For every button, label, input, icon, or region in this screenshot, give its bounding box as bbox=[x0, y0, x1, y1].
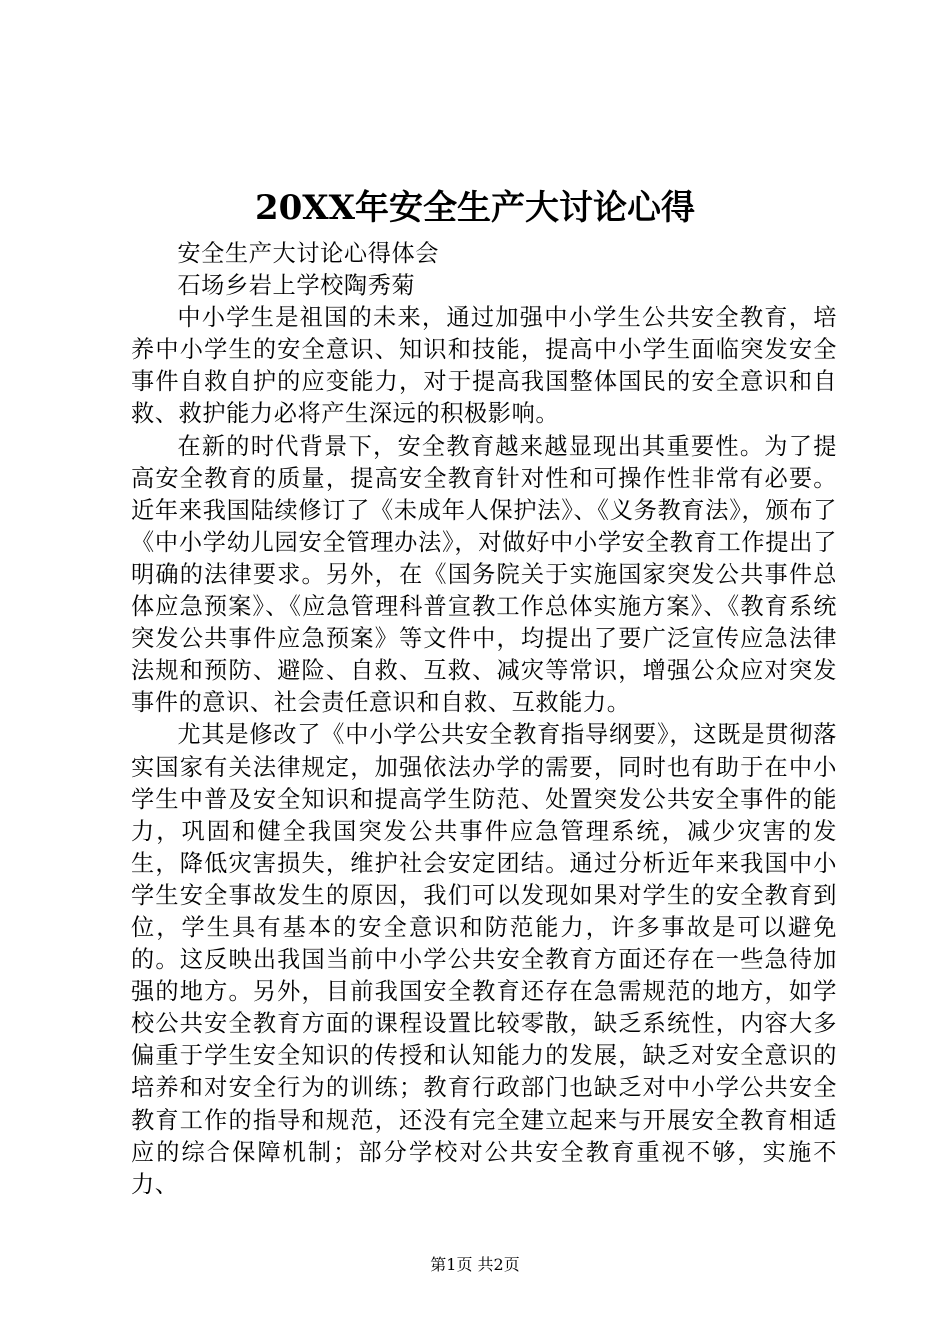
author-paragraph: 石场乡岩上学校陶秀菊 bbox=[177, 272, 416, 300]
subtitle-paragraph: 安全生产大讨论心得体会 bbox=[177, 240, 440, 267]
page-number-footer: 第1页 共2页 bbox=[430, 1255, 520, 1274]
document-title: 20XX年安全生产大讨论心得 bbox=[254, 188, 696, 228]
body-paragraph: 尤其是修改了《中小学公共安全教育指导纲要》，这既是贯彻落实国家有关法律规定，加强依法办学的需要，同时也有助于在中小学生中普及安全知识和提高学生防范、处置突发公共安全事件的能力，巩固和健全我国突发公共事件应急管理系统，减少灾害的发生，降低灾害损失，维护社会安定团结。通过分析近年来我国中小学生安全事故发生的原因，我们可以发现如果对学生的安全教育到位，学生具有基本的安全意识和防范能力，许多事故是可以避免的。这反映出我国当前中小学公共安全教育方面还存在一些急待加强的地方。另外，目前我国安全教育还存在急需规范的地方，如学校公共安全教育方面的课程设置比较零散，缺乏系统性，内容大多偏重于学生安全知识的传授和认知能力的发展，缺乏对安全意识的培养和对安全行为的训练；教育行政部门也缺乏对中小学公共安全教育工作的指导和规范，还没有完全建立起来与开展安全教育相适应的综合保障机制；部分学校对公共安全教育重视不够，实施不力、 bbox=[131, 721, 837, 1198]
body-paragraph: 中小学生是祖国的未来，通过加强中小学生公共安全教育，培养中小学生的安全意识、知识和技能，提高中小学生面临突发安全事件自救自护的应变能力，对于提高我国整体国民的安全意识和自救、救护能力必将产生深远的积极影响。 bbox=[131, 304, 837, 428]
document-body bbox=[131, 238, 837, 1201]
body-paragraph: 在新的时代背景下，安全教育越来越显现出其重要性。为了提高安全教育的质量，提高安全教育针对性和可操作性非常有必要。近年来我国陆续修订了《未成年人保护法》、《义务教育法》，颁布了《中小学幼儿园安全管理办法》，对做好中小学安全教育工作提出了明确的法律要求。另外，在《国务院关于实施国家突发公共事件总体应急预案》、《应急管理科普宣教工作总体实施方案》、《教育系统突发公共事件应急预案》等文件中，均提出了要广泛宣传应急法律法规和预防、避险、自救、互救、减灾等常识，增强公众应对突发事件的意识、社会责任意识和自救、互救能力。 bbox=[131, 432, 837, 717]
